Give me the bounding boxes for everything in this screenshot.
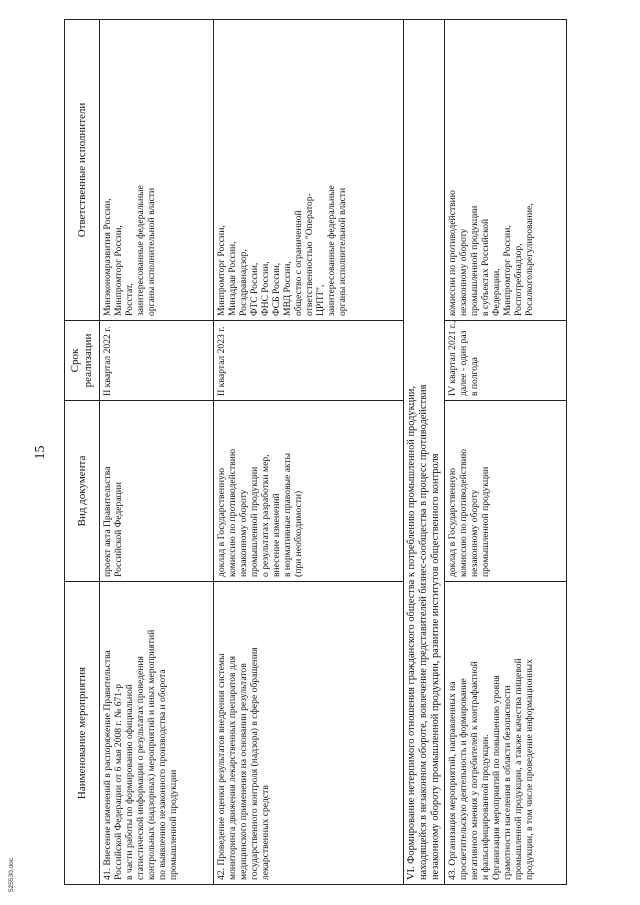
text-line: промышленной продукции [479, 466, 491, 577]
row41-deadline [100, 321, 214, 401]
text-line: доклад в Государственную [216, 467, 227, 577]
table-row [100, 20, 214, 885]
text-line: Минздрав России, [227, 241, 239, 316]
text-line: грамотности населения в области безопасности [502, 685, 514, 880]
text-line: незаконному обороту промышленной продукции, развитие институтов общественного контроля [429, 453, 441, 880]
text-line: и фальсифицированной продукции. [479, 734, 491, 880]
text-line: просветительскую деятельность и формирование [457, 678, 469, 880]
row43-executors [444, 20, 566, 321]
header-executors: Ответственные исполнители [65, 20, 100, 321]
text-line: незаконному обороту [457, 228, 469, 316]
text-line: промышленной продукции [168, 769, 180, 880]
text-line: комиссию по противодействию [457, 448, 469, 577]
text-line: общество с ограниченной [293, 210, 305, 316]
row41-executors [100, 20, 214, 321]
text-line: доклад в Государственную [446, 467, 458, 577]
text-line: IV квартал 2021 г., [446, 320, 458, 396]
row42-deadline [214, 321, 404, 401]
text-line: ФСБ России, [271, 262, 283, 316]
text-line: промышленной продукции, а также качества пищевой [513, 658, 525, 880]
text-line: Минпромторг России, [113, 225, 125, 316]
text-line: Минпромторг России, [216, 225, 227, 316]
text-line: далее - один раз [457, 330, 469, 396]
text-line: контрольных (надзорных) мероприятий и иных мероприятий [146, 629, 158, 880]
text-line: Минпромторг России, [502, 225, 514, 316]
text-line: незаконному обороту [468, 489, 480, 577]
text-line: органы исполнительной власти [146, 187, 158, 316]
text-line: Росалкогольрегулирование, [524, 203, 536, 316]
text-line: МВД России, [282, 261, 294, 316]
header-deadline: Срок реализации [65, 321, 100, 401]
text-line: медицинского применения на основании результатов [238, 663, 250, 880]
text-line: по выявлению незаконного производства и оборота [157, 669, 169, 880]
text-line: внесение изменений [271, 493, 283, 577]
page-number: 15 [33, 445, 48, 460]
row41-name [100, 582, 214, 885]
text-line: комиссии по противодействию [446, 190, 458, 316]
text-line: Российской Федерации от 6 мая 2008 г. № 671-р [113, 683, 125, 880]
text-line: Роспотребнадзор, [513, 243, 525, 316]
measures-table [64, 19, 567, 885]
text-line: Росстат, [124, 283, 136, 316]
text-line: Росздравнадзор, [238, 249, 250, 316]
text-line: в субъектах Российской [479, 218, 491, 316]
text-line: 42. Проведение оценки результатов внедрения системы [216, 653, 227, 880]
table-row [444, 20, 566, 885]
text-line: незаконному обороту [238, 489, 250, 577]
row42-executors [214, 20, 404, 321]
text-line: в нормативные правовые акты [282, 452, 294, 577]
text-line: промышленной продукции [249, 466, 261, 577]
text-line: Минэкономразвития России, [102, 198, 113, 316]
text-line: в полгода [468, 357, 480, 396]
text-line: лекарственных средств [260, 785, 272, 880]
text-line: 43. Организация мероприятий, направленных на [446, 681, 458, 880]
row41-doc-type [100, 401, 214, 582]
text-line: проект акта Правительства [102, 466, 113, 577]
row42-doc-type [214, 401, 404, 582]
text-line: VI. Формирование нетерпимого отношения гражданского общества к потреблению промышленной продукции, [406, 386, 417, 880]
text-line: в части работы по формированию официальной [124, 684, 136, 880]
text-line: органы исполнительной власти [337, 187, 349, 316]
header-doc-type: Вид документа [65, 401, 100, 582]
text-line: заинтересованные федеральные [135, 185, 147, 316]
text-line: Организация мероприятий по повышению уровня [490, 675, 502, 880]
text-line: II квартал 2022 г. [102, 326, 113, 396]
text-line: ЦРПТ", [315, 284, 327, 316]
text-line: мониторинга движения лекарственных препаратов для [227, 655, 239, 880]
rotated-content [30, 20, 630, 885]
text-line: находящейся в незаконном обороте, вовлечение представителей бизнес-сообщества в процесс противодействия [417, 384, 429, 880]
text-line: заинтересованные федеральные [326, 185, 338, 316]
row43-doc-type [444, 401, 566, 582]
row42-name [214, 582, 404, 885]
header-name: Наименование мероприятия [65, 582, 100, 885]
table-header-row [65, 20, 100, 885]
text-line: ФНС России, [260, 261, 272, 316]
footer-code: 525530.doc [8, 858, 15, 892]
text-line: ФТС России, [249, 262, 261, 316]
row43-deadline [444, 321, 566, 401]
text-line: ответственностью "Оператор- [304, 193, 316, 316]
text-line: 41. Внесение изменений в распоряжение Правительства [102, 650, 113, 880]
text-line: (при необходимости) [293, 490, 305, 577]
text-line: продукции, в том числе проведение информационных [524, 659, 536, 880]
text-line: негативного мнения у потребителей к контрафактной [468, 661, 480, 880]
table-row [214, 20, 404, 885]
row43-name [444, 582, 566, 885]
section-heading [404, 20, 445, 885]
text-line: комиссию по противодействию [227, 448, 239, 577]
text-line: государственного контроля (надзора) в сфере обращения [249, 647, 261, 880]
section-heading-row [404, 20, 445, 885]
text-line: II квартал 2023 г. [216, 326, 227, 396]
text-line: о результатах разработки мер, [260, 454, 272, 577]
text-line: Российской Федерации [113, 482, 125, 577]
text-line: промышленной продукции [468, 205, 480, 316]
text-line: статистической информации о результатах проведения [135, 656, 147, 880]
text-line: Федерации, [490, 268, 502, 316]
